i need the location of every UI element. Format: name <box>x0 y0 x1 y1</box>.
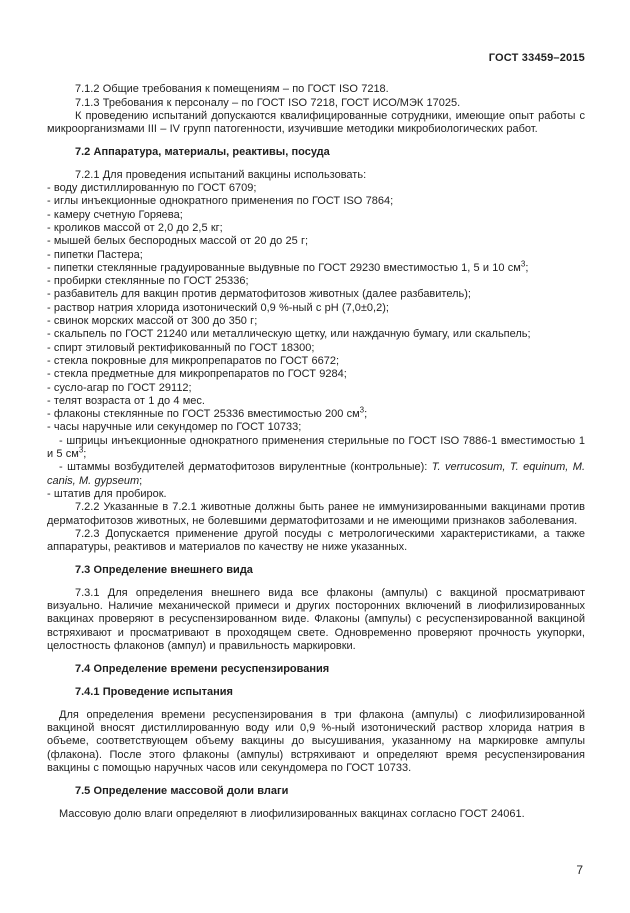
paragraph: 7.2.1 Для проведения испытаний вакцины использовать: <box>75 168 367 181</box>
list-item: - штаммы возбудителей дерматофитозов вирулентные (контрольные): T. verrucosum, T. equinum, M. canis, M. gypseum; <box>47 461 586 487</box>
list-item: - иглы инъекционные однократного применения по ГОСТ ISO 7864; <box>47 195 394 208</box>
list-item: - скальпель по ГОСТ 21240 или металлическую щетку, или наждачную бумагу, или скальпель; <box>47 328 531 341</box>
list-item: - шприцы инъекционные однократного применения стерильные по ГОСТ ISO 7886-1 вместимостью 1 и 5 $см^3$; <box>47 434 585 461</box>
paragraph: Для определения времени ресуспензирования в три флакона (ампулы) с лиофилизированной вакциной вносят дистиллированную воду или 0,9 %-ный изотонический раствор хлорида натрия в объеме, соответствующем объему вакцины до высушивания, указанному на маркировке ампулы (флакона). После этого флаконы (ампулы) встряхивают и определяют время ресуспензирования вакцины с помощью наручных часов или секундомера по ГОСТ 10733. <box>47 708 585 774</box>
section-heading: 7.4 Определение времени ресуспензирования <box>75 663 330 676</box>
section-heading: 7.5 Определение массовой доли влаги <box>75 785 289 798</box>
list-item: - камеру счетную Горяева; <box>47 208 183 221</box>
list-item: - телят возраста от 1 до 4 мес. <box>47 394 205 407</box>
list-item: - кроликов массой от 2,0 до 2,5 кг; <box>47 221 223 234</box>
page-number: 7 <box>576 862 583 877</box>
paragraph: 7.1.3 Требования к персоналу – по ГОСТ ISO 7218, ГОСТ ИСО/МЭК 17025. <box>75 96 461 109</box>
list-item: - стекла предметные для микропрепаратов по ГОСТ 9284; <box>47 368 347 381</box>
paragraph: 7.2.3 Допускается применение другой посуды с метрологическими характеристиками, а также аппаратуры, реактивов и материалов по качеству не ниже указанных. <box>47 527 585 554</box>
document-body <box>47 83 585 821</box>
list-item: - воду дистиллированную по ГОСТ 6709; <box>47 182 257 195</box>
list-item: - раствор натрия хлорида изотонический 0,9 %-ный с рН (7,0±0,2); <box>47 301 389 314</box>
list-item: - пипетки Пастера; <box>47 248 143 261</box>
section-heading: 7.2 Аппаратура, материалы, реактивы, посуда <box>75 146 330 159</box>
list-item: - свинок морских массой от 300 до 350 г; <box>47 315 258 328</box>
paragraph: 7.3.1 Для определения внешнего вида все флаконы (ампулы) с вакциной просматривают визуально. Наличие механической примеси и других посторонних включений в лиофилизированных вакцинах проверяют в ресуспензированном виде. Флаконы (ампулы) с ресуспензированной вакциной встряхивают и просматривают в проходящем свете. Одновременно проверяют прочность укупорки, целостность флаконов (ампул) и правильность маркировки. <box>47 586 585 652</box>
list-item: - штатив для пробирок. <box>47 487 167 500</box>
paragraph: 7.1.2 Общие требования к помещениям – по ГОСТ ISO 7218. <box>75 83 389 96</box>
paragraph: 7.2.2 Указанные в 7.2.1 животные должны быть ранее не иммунизированными вакцинами против дерматофитозов животных, не болевшими дерматофитозами и не имеющими признаков заболевания. <box>47 501 585 527</box>
section-heading: 7.3 Определение внешнего вида <box>75 564 253 577</box>
section-heading: 7.4.1 Проведение испытания <box>75 686 233 699</box>
doc-number-header: ГОСТ 33459–2015 <box>488 52 585 64</box>
list-item: - спирт этиловый ректификованный по ГОСТ 18300; <box>47 341 315 354</box>
list-item: - мышей белых беспородных массой от 20 до 25 г; <box>47 235 309 248</box>
list-item: - стекла покровные для микропрепаратов по ГОСТ 6672; <box>47 354 340 367</box>
list-item: - разбавитель для вакцин против дерматофитозов животных (далее разбавитель); <box>47 288 471 301</box>
list-item: - пробирки стеклянные по ГОСТ 25336; <box>47 275 249 288</box>
list-item: - флаконы стеклянные по ГОСТ 25336 вместимостью 200 $см^3$; <box>47 405 368 421</box>
list-item: - часы наручные или секундомер по ГОСТ 10733; <box>47 421 302 434</box>
paragraph: Массовую долю влаги определяют в лиофилизированных вакцинах согласно ГОСТ 24061. <box>59 807 525 820</box>
list-item: - сусло-агар по ГОСТ 29112; <box>47 381 192 394</box>
list-item: - пипетки стеклянные градуированные выдувные по ГОСТ 29230 вместимостью 1, 5 и 10 $см^3$; <box>47 259 529 274</box>
paragraph: К проведению испытаний допускаются квалифицированные сотрудники, имеющие опыт работы с микроорганизмами III – IV групп патогенности, изучившие методики микробиологических работ. <box>47 109 585 136</box>
page-footer <box>576 864 583 877</box>
